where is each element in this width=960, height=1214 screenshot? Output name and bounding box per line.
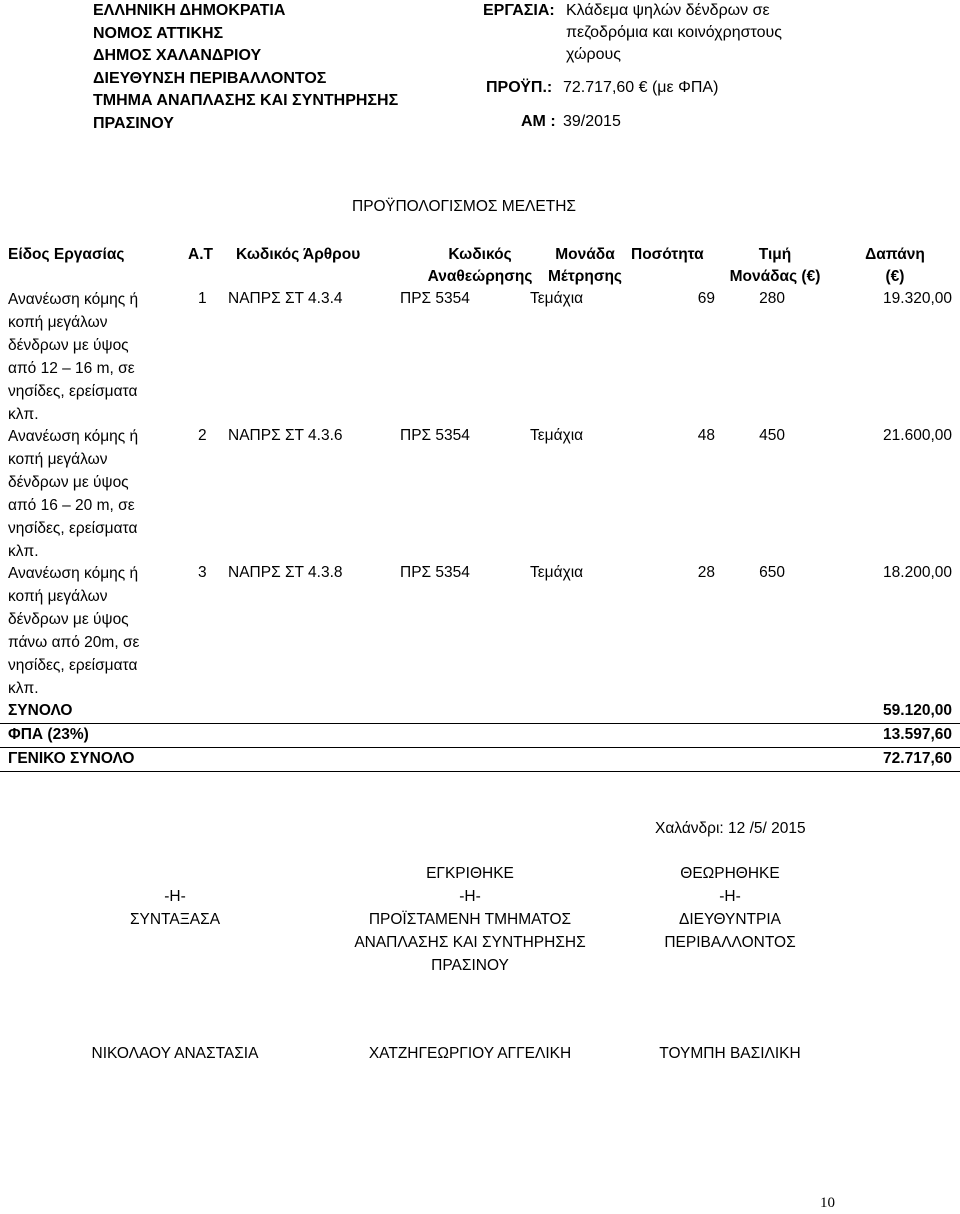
description-line: νησίδες, ερείσματα xyxy=(8,657,138,674)
row-3-unit: Τεμάχια xyxy=(530,564,584,581)
signature-name-middle: ΧΑΤΖΗΓΕΩΡΓΙΟΥ ΑΓΓΕΛΙΚΗ xyxy=(368,1045,572,1062)
signature-line: -Η- xyxy=(459,888,481,905)
budget-value: 72.717,60 € (με ΦΠΑ) xyxy=(563,79,719,96)
org-line: ΔΙΕΥΘΥΝΣΗ ΠΕΡΙΒΑΛΛΟΝΤΟΣ xyxy=(93,69,327,87)
am-label: ΑΜ : xyxy=(521,113,556,130)
row-1-article: ΝΑΠΡΣ ΣΤ 4.3.4 xyxy=(228,290,343,307)
signature-line: -Η- xyxy=(164,888,186,905)
signature-block-left xyxy=(100,885,250,931)
description-line: κοπή μεγάλων xyxy=(8,451,108,468)
col-header-article: Κωδικός Άρθρου xyxy=(236,246,361,263)
col-header-revision-line: Κωδικός xyxy=(448,246,512,263)
description-line: κλπ. xyxy=(8,543,39,560)
col-header-price-line: Μονάδας (€) xyxy=(729,268,821,285)
description-line: Ανανέωση κόμης ή xyxy=(8,565,139,582)
row-3-price: 650 xyxy=(759,564,785,581)
col-header-price xyxy=(715,244,835,288)
row-2-qty: 48 xyxy=(697,427,715,444)
grand-total-value: 72.717,60 xyxy=(883,750,952,767)
divider xyxy=(0,771,960,772)
col-header-cost-line: (€) xyxy=(885,268,905,285)
signature-line: -Η- xyxy=(719,888,741,905)
row-3-cost: 18.200,00 xyxy=(883,564,952,581)
col-header-kind: Είδος Εργασίας xyxy=(8,246,125,263)
col-header-revision-line: Αναθεώρησης xyxy=(427,268,533,285)
description-line: δένδρων με ύψος xyxy=(8,337,129,354)
description-line: κοπή μεγάλων xyxy=(8,314,108,331)
signature-role: ΣΥΝΤΑΞΑΣΑ xyxy=(129,911,221,928)
description-line: κλπ. xyxy=(8,680,39,697)
description-line: Ανανέωση κόμης ή xyxy=(8,291,139,308)
signature-block-middle xyxy=(340,862,600,977)
vat-value: 13.597,60 xyxy=(883,726,952,743)
total-value: 59.120,00 xyxy=(883,702,952,719)
description-line: νησίδες, ερείσματα xyxy=(8,383,138,400)
col-header-price-line: Τιμή xyxy=(758,246,792,263)
row-2-cost: 21.600,00 xyxy=(883,427,952,444)
org-line: ΔΗΜΟΣ ΧΑΛΑΝΔΡΙΟΥ xyxy=(93,47,262,65)
work-line-1: Κλάδεμα ψηλών δένδρων σε xyxy=(566,2,770,19)
description-line: δένδρων με ύψος xyxy=(8,474,129,491)
row-1-revision: ΠΡΣ 5354 xyxy=(400,290,470,307)
row-1-qty: 69 xyxy=(697,290,715,307)
row-3-description xyxy=(8,562,178,700)
work-line-3: χώρους xyxy=(566,46,621,63)
row-2-at: 2 xyxy=(198,427,207,444)
row-3-article: ΝΑΠΡΣ ΣΤ 4.3.8 xyxy=(228,564,343,581)
row-3-revision: ΠΡΣ 5354 xyxy=(400,564,470,581)
work-line-2: πεζοδρόμια και κοινόχρηστους xyxy=(566,24,782,41)
grand-total-label: ΓΕΝΙΚΟ ΣΥΝΟΛΟ xyxy=(8,750,135,767)
page-title: ΠΡΟΫΠΟΛΟΓΙΣΜΟΣ ΜΕΛΕΤΗΣ xyxy=(352,198,576,215)
row-1-unit: Τεμάχια xyxy=(530,290,584,307)
description-line: Ανανέωση κόμης ή xyxy=(8,428,139,445)
row-1-at: 1 xyxy=(198,290,207,307)
org-line: ΠΡΑΣΙΝΟΥ xyxy=(93,114,174,132)
organization-header xyxy=(93,0,398,136)
signature-block-right xyxy=(640,862,820,954)
work-label: ΕΡΓΑΣΙΑ: xyxy=(483,2,555,19)
col-header-qty: Ποσότητα xyxy=(631,246,704,263)
row-2-unit: Τεμάχια xyxy=(530,427,584,444)
row-2-article: ΝΑΠΡΣ ΣΤ 4.3.6 xyxy=(228,427,343,444)
description-line: δένδρων με ύψος xyxy=(8,611,129,628)
row-2-price: 450 xyxy=(759,427,785,444)
col-header-cost xyxy=(840,244,950,288)
row-2-revision: ΠΡΣ 5354 xyxy=(400,427,470,444)
col-header-cost-line: Δαπάνη xyxy=(865,246,925,263)
signature-role: ΠΕΡΙΒΑΛΛΟΝΤΟΣ xyxy=(664,934,796,951)
description-line: από 16 – 20 m, σε xyxy=(8,497,135,514)
row-2-description xyxy=(8,425,178,563)
signature-role: ΑΝΑΠΛΑΣΗΣ ΚΑΙ ΣΥΝΤΗΡΗΣΗΣ xyxy=(354,934,586,951)
org-line: ΕΛΛΗΝΙΚΗ ΔΗΜΟΚΡΑΤΙΑ xyxy=(93,2,286,19)
row-3-qty: 28 xyxy=(697,564,715,581)
page-number: 10 xyxy=(820,1195,835,1211)
row-1-description xyxy=(8,288,178,426)
total-label: ΣΥΝΟΛΟ xyxy=(8,702,73,719)
col-header-at: Α.Τ xyxy=(188,246,213,263)
row-1-price: 280 xyxy=(759,290,785,307)
col-header-unit-line: Μονάδα xyxy=(555,246,615,263)
row-3-at: 3 xyxy=(198,564,207,581)
description-line: κοπή μεγάλων xyxy=(8,588,108,605)
row-1-cost: 19.320,00 xyxy=(883,290,952,307)
org-line: ΝΟΜΟΣ ΑΤΤΙΚΗΣ xyxy=(93,24,224,42)
signature-role: ΔΙΕΥΘΥΝΤΡΙΑ xyxy=(678,911,781,928)
am-value: 39/2015 xyxy=(563,113,621,130)
signature-role: ΠΡΟΪΣΤΑΜΕΝΗ ΤΜΗΜΑΤΟΣ xyxy=(368,911,572,928)
signature-name-left: ΝΙΚΟΛΑΟΥ ΑΝΑΣΤΑΣΙΑ xyxy=(91,1045,259,1062)
budget-label: ΠΡΟΫΠ.: xyxy=(486,79,553,96)
description-line: από 12 – 16 m, σε xyxy=(8,360,135,377)
signature-heading: ΘΕΩΡΗΘΗΚΕ xyxy=(680,865,780,882)
description-line: νησίδες, ερείσματα xyxy=(8,520,138,537)
col-header-unit-line: Μέτρησης xyxy=(547,268,622,285)
org-line: ΤΜΗΜΑ ΑΝΑΠΛΑΣΗΣ ΚΑΙ ΣΥΝΤΗΡΗΣΗΣ xyxy=(93,92,399,110)
date-line: Χαλάνδρι: 12 /5/ 2015 xyxy=(655,820,806,837)
description-line: πάνω από 20m, σε xyxy=(8,634,140,651)
signature-name-right: ΤΟΥΜΠΗ ΒΑΣΙΛΙΚΗ xyxy=(659,1045,801,1062)
description-line: κλπ. xyxy=(8,406,39,423)
vat-label: ΦΠΑ (23%) xyxy=(8,726,89,743)
signature-heading: ΕΓΚΡΙΘΗΚΕ xyxy=(426,865,514,882)
signature-role: ΠΡΑΣΙΝΟΥ xyxy=(431,957,509,974)
